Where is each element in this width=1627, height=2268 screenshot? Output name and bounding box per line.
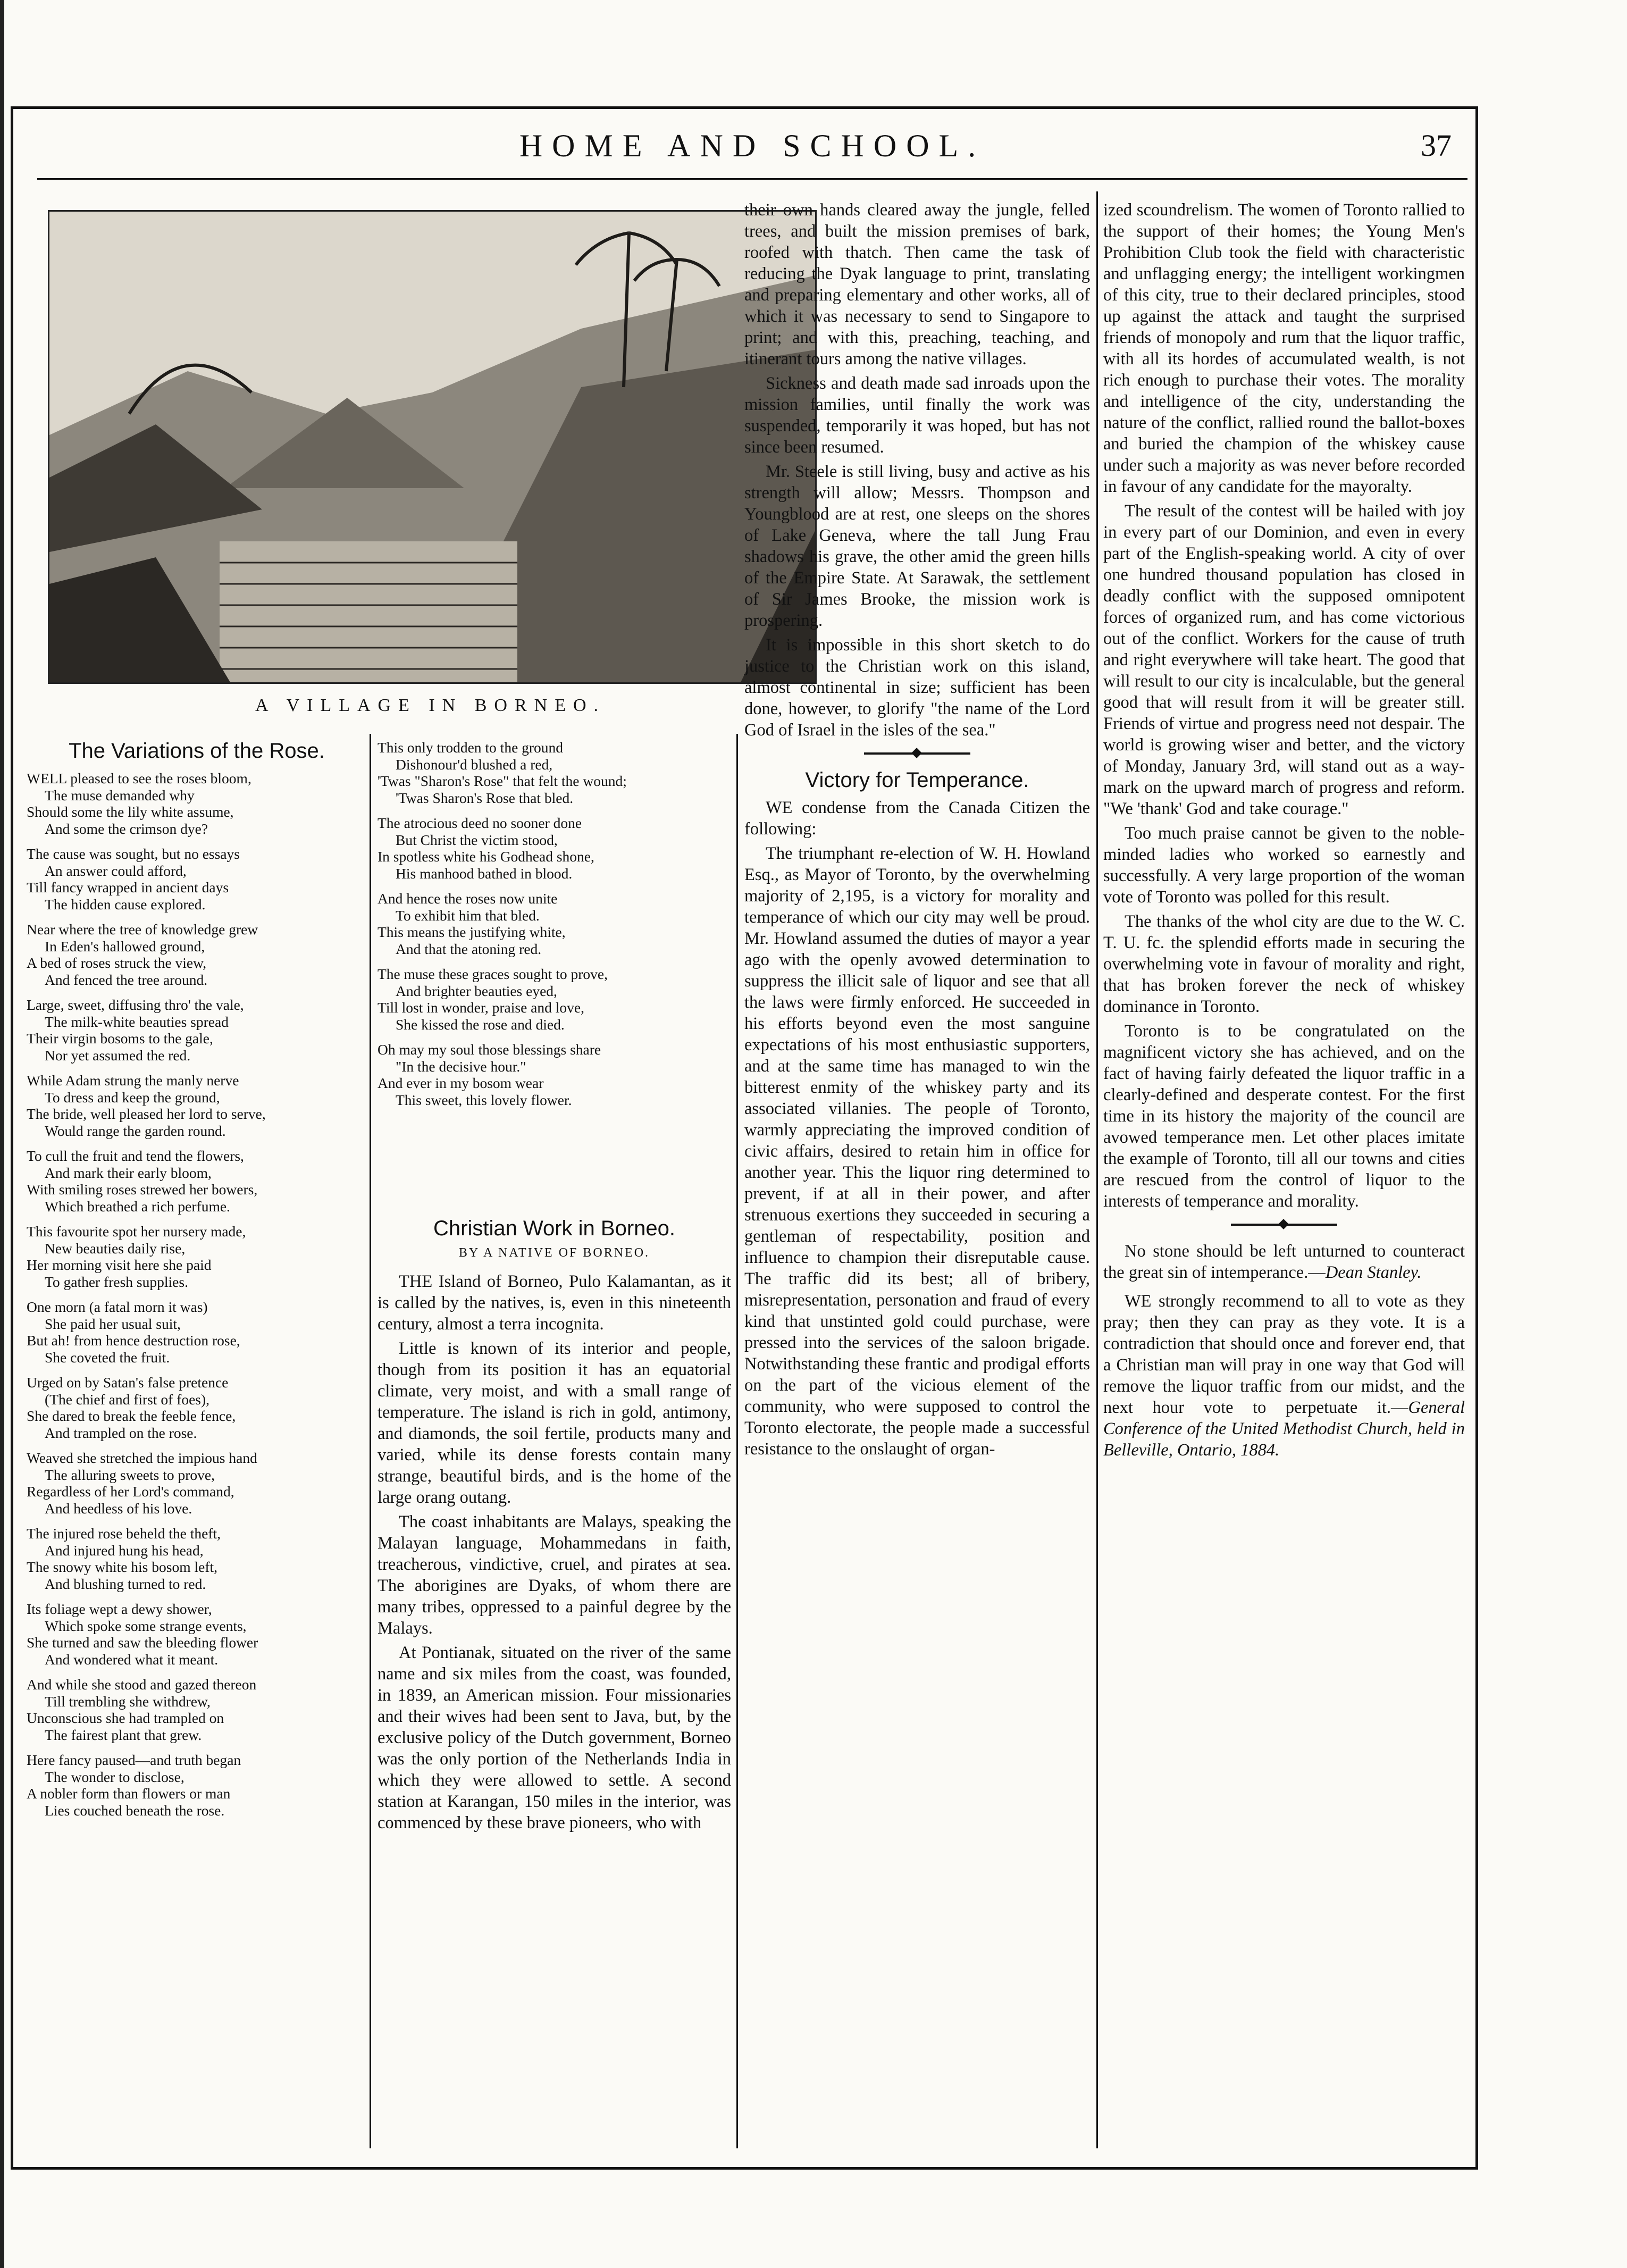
poem-line: To gather fresh supplies. bbox=[45, 1273, 188, 1290]
poem-stanza bbox=[27, 1374, 367, 1441]
borneo-byline: BY A NATIVE OF BORNEO. bbox=[458, 1246, 650, 1260]
publication-title: HOME AND SCHOOL. bbox=[519, 128, 986, 163]
poem-stanza bbox=[27, 770, 367, 837]
poem-stanza bbox=[378, 966, 734, 1033]
poem-line: New beauties daily rise, bbox=[45, 1240, 186, 1257]
poem-line: This sweet, this lovely flower. bbox=[396, 1091, 572, 1108]
poem-line: She dared to break the feeble fence, bbox=[27, 1408, 236, 1424]
column-four bbox=[1103, 199, 1465, 1464]
paragraph: ized scoundrelism. The women of Toronto rallied to the support of their homes; the Young Men's Prohibition Club took the field with characteristic and unflagging energy; the intelligent workingmen of this city, true to their declared principles, stood up against the attack and taught the surprised friends of monopoly and rum that the liquor traffic, with all its hordes of accumulated wealth, is not rich enough to purchase their votes. The morality and intelligence of the city, understanding the nature of the conflict, rallied round the ballot-boxes and buried the champion of the whiskey cause under such a majority as was never before recorded in favour of any candidate for the mayoralty. bbox=[1103, 200, 1465, 496]
poem-line: Till fancy wrapped in ancient days bbox=[27, 879, 229, 896]
poem-line: This means the justifying white, bbox=[378, 924, 566, 940]
column-divider-2 bbox=[736, 734, 738, 2148]
borneo-heading: Christian Work in Borneo. bbox=[433, 1217, 675, 1240]
poem-line: This favourite spot her nursery made, bbox=[27, 1223, 246, 1240]
paragraph: their own hands cleared away the jungle, felled trees, and built the mission premises of bark, roofed with thatch. Then came the task of reducing the Dyak language to print, translating and preparing elementary and other works, all of which it was necessary to send to Singapore to print; and with this, preaching, teaching, and itinerant tours among the native villages. bbox=[744, 200, 1090, 369]
village-engraving bbox=[48, 210, 817, 684]
poem-line: An answer could afford, bbox=[45, 862, 187, 879]
paragraph: THE Island of Borneo, Pulo Kalamantan, as it is called by the natives, is, even in this nineteenth century, almost a terra incognita. bbox=[378, 1272, 731, 1334]
poem-line: The muse demanded why bbox=[45, 786, 195, 804]
village-engraving-drawing bbox=[49, 212, 815, 682]
poem-stanza bbox=[27, 1676, 367, 1743]
frame-left bbox=[11, 106, 13, 2170]
poem-line: Should some the lily white assume, bbox=[27, 804, 234, 820]
column-divider-1 bbox=[370, 734, 371, 2148]
poem-stanza bbox=[27, 1525, 367, 1592]
paragraph: At Pontianak, situated on the river of the same name and six miles from the coast, was founded, in 1839, an American mission. Four missionaries and their wives had been sent to Java, but, by the exclusive policy of the Dutch government, Borneo was the only portion of the Netherlands India in which they were allowed to settle. A second station at Karangan, 150 miles in the interior, was commenced by these brave pioneers, who with bbox=[378, 1643, 731, 1832]
paragraph: The result of the contest will be hailed with joy in every part of our Dominion, and even in every part of the English-speaking world. A city of over one hundred thousand population has closed in deadly conflict with the supposed omnipotent forces of organized rum, and has come victorious out of the conflict. Workers for the cause of truth and right everywhere will take heart. The good that will result to our city is incalculable, but the general good that will result from it will be greater still. Friends of virtue and progress need not despair. The world is growing wiser and better, and the victory of Monday, January 3rd, will stand out as a way-mark on the upward march of progress and reform. "We 'thank' God and take courage." bbox=[1103, 501, 1465, 818]
poem-line: She paid her usual suit, bbox=[45, 1315, 181, 1332]
poem-line: Oh may my soul those blessings share bbox=[378, 1041, 601, 1058]
page-left-edge bbox=[0, 0, 4, 2268]
poem-line: His manhood bathed in blood. bbox=[396, 865, 573, 882]
poem-column-right bbox=[378, 739, 734, 1117]
poem-line: The injured rose beheld the theft, bbox=[27, 1525, 221, 1542]
poem-line: Lies couched beneath the rose. bbox=[45, 1802, 225, 1819]
poem-stanza bbox=[27, 846, 367, 913]
poem-line: 'Twas "Sharon's Rose" that felt the wound; bbox=[378, 773, 627, 789]
stanley-attribution: Dean Stanley. bbox=[1325, 1263, 1422, 1282]
poem-line: And mark their early bloom, bbox=[45, 1164, 212, 1181]
poem-line: Its foliage wept a dewy shower, bbox=[27, 1601, 212, 1617]
poem-stanza bbox=[378, 739, 734, 806]
poem-stanza bbox=[378, 890, 734, 957]
borneo-article bbox=[378, 1218, 731, 1837]
conference-text: WE strongly recommend to all to vote as they pray; then they can pray as they vote. It is a contradiction that should once and forever end, that a Christian man will pray in one way that God will remove the liquor traffic from our midst, and the next hour vote to perpetuate it.— bbox=[1103, 1292, 1465, 1417]
paragraph: The triumphant re-election of W. H. Howland Esq., as Mayor of Toronto, by the overwhelming majority of 2,195, is a victory for morality and temperance of which our city may well be proud. Mr. Howland assumed the duties of mayor a year ago with the openly avowed determination to suppress the illicit sale of liquor and see that all the laws were firmly enforced. He succeeded in his efforts beyond even the most sanguine expectations of his most enthusiastic supporters, and at the same time has managed to win the bitterest enmity of the whiskey party and its associated villanies. The people of Toronto, warmly appreciating the improved condition of civic affairs, desired to retain him in office for another year. This the liquor ring determined to prevent, if at all in their power, and after strenuous exertions they succeeded in securing a gentleman of respectability, position and influence to champion their disreputable cause. The traffic did its best; all of bribery, misrepresentation, personation and fraud of every kind that unstinted gold could purchase, were pressed into the services of the saloon brigade. Notwithstanding these frantic and prodigal efforts on the part of the vicious element of the community, who were supposed to control the Toronto electorate, the people made a successful resistance to the onslaught of organ- bbox=[744, 844, 1090, 1459]
section-ornament bbox=[864, 752, 970, 755]
poem-line: Weaved she stretched the impious hand bbox=[27, 1450, 257, 1466]
poem-line: To dress and keep the ground, bbox=[45, 1089, 220, 1106]
poem-line: The alluring sweets to prove, bbox=[45, 1466, 215, 1483]
poem-line: And fenced the tree around. bbox=[45, 971, 208, 988]
paragraph: Mr. Steele is still living, busy and active as his strength will allow; Messrs. Thompson and Youngblood are at rest, one sleeps on the shores of Lake Geneva, where the tall Jung Frau shadows his grave, the other amid the green hills of the Empire State. At Sarawak, the settlement of Sir James Brooke, the mission work is prospering. bbox=[744, 462, 1090, 630]
poem-line: And that the atoning red. bbox=[396, 940, 542, 957]
poem-line: The bride, well pleased her lord to serve, bbox=[27, 1106, 266, 1122]
poem-line: This only trodden to the ground bbox=[378, 739, 564, 756]
illustration-caption: A VILLAGE IN BORNEO. bbox=[255, 696, 606, 715]
poem-line: Which breathed a rich perfume. bbox=[45, 1198, 230, 1215]
temperance-heading: Victory for Temperance. bbox=[805, 768, 1029, 792]
poem-line: Nor yet assumed the red. bbox=[45, 1047, 191, 1064]
poem-line: And injured hung his head, bbox=[45, 1542, 204, 1559]
poem-line: And brighter beauties eyed, bbox=[396, 982, 557, 999]
poem-line: She kissed the rose and died. bbox=[396, 1016, 565, 1033]
header-rule bbox=[37, 178, 1467, 180]
poem-line: A bed of roses struck the view, bbox=[27, 955, 207, 971]
column-divider-3 bbox=[1096, 191, 1098, 2148]
stanley-quote bbox=[1103, 1241, 1465, 1283]
poem-line: The wonder to disclose, bbox=[45, 1768, 184, 1785]
conference-quote bbox=[1103, 1291, 1465, 1461]
poem-line: Which spoke some strange events, bbox=[45, 1617, 247, 1634]
page-header bbox=[37, 128, 1467, 170]
column-three bbox=[744, 199, 1090, 1463]
poem-stanza bbox=[27, 1752, 367, 1819]
paragraph: WE condense from the Canada Citizen the following: bbox=[744, 798, 1090, 839]
poem-line: Unconscious she had trampled on bbox=[27, 1710, 224, 1726]
poem-line: With smiling roses strewed her bowers, bbox=[27, 1181, 258, 1198]
poem-line: She coveted the fruit. bbox=[45, 1349, 170, 1366]
poem-stanza bbox=[27, 1299, 367, 1366]
poem-title bbox=[27, 739, 367, 763]
poem-line: Here fancy paused—and truth began bbox=[27, 1752, 241, 1768]
poem-line: To cull the fruit and tend the flowers, bbox=[27, 1148, 244, 1164]
frame-right bbox=[1475, 106, 1478, 2170]
poem-line: 'Twas Sharon's Rose that bled. bbox=[396, 789, 574, 806]
poem-line: A nobler form than flowers or man bbox=[27, 1785, 231, 1802]
poem-heading: The Variations of the Rose. bbox=[69, 739, 325, 763]
poem-column-left bbox=[27, 770, 367, 1827]
paragraph: Too much praise cannot be given to the noble-minded ladies who worked so earnestly and successfully. A very large proportion of the woman vote of Toronto was polled for this result. bbox=[1103, 824, 1465, 907]
borneo-paragraphs bbox=[378, 1271, 731, 1834]
conference-attribution: General Conference of the United Methodist Church, held in Belleville, Ontario, 1884. bbox=[1103, 1398, 1465, 1460]
poem-line: And ever in my bosom wear bbox=[378, 1075, 544, 1091]
poem-line: The hidden cause explored. bbox=[45, 896, 206, 913]
poem-stanza bbox=[27, 1601, 367, 1668]
poem-line: But Christ the victim stood, bbox=[396, 831, 558, 848]
poem-line: Urged on by Satan's false pretence bbox=[27, 1374, 229, 1391]
poem-line: WELL pleased to see the roses bloom, bbox=[27, 770, 251, 786]
poem-line: To exhibit him that bled. bbox=[396, 907, 540, 924]
poem-line: And while she stood and gazed thereon bbox=[27, 1676, 257, 1693]
poem-line: Her morning visit here she paid bbox=[27, 1257, 212, 1273]
poem-stanza bbox=[378, 1041, 734, 1108]
borneo-continued bbox=[744, 199, 1090, 741]
poem-line: Their virgin bosoms to the gale, bbox=[27, 1030, 213, 1047]
top-rule bbox=[11, 106, 1478, 109]
poem-line: And hence the roses now unite bbox=[378, 890, 558, 907]
temperance-paragraphs-col3 bbox=[744, 797, 1090, 1460]
poem-stanza bbox=[378, 815, 734, 882]
poem-line: The muse these graces sought to prove, bbox=[378, 966, 608, 982]
poem-line: And trampled on the rose. bbox=[45, 1424, 197, 1441]
poem-line: The milk-white beauties spread bbox=[45, 1013, 229, 1030]
poem-line: And heedless of his love. bbox=[45, 1500, 192, 1517]
poem-line: She turned and saw the bleeding flower bbox=[27, 1634, 258, 1651]
poem-line: Till trembling she withdrew, bbox=[45, 1693, 211, 1710]
paragraph: Little is known of its interior and people, though from its position it has an equatorial climate, very moist, and with a small range of temperature. The island is rich in gold, antimony, and diamonds, the soil fertile, products many and varied, while its dense forests contain many strange, beautiful birds, and is the home of the large orang outang. bbox=[378, 1339, 731, 1507]
poem-line: Dishonour'd blushed a red, bbox=[396, 756, 553, 773]
poem-line: (The chief and first of foes), bbox=[45, 1391, 210, 1408]
poem-line: And some the crimson dye? bbox=[45, 820, 208, 837]
section-ornament bbox=[1231, 1224, 1337, 1226]
poem-line: Regardless of her Lord's command, bbox=[27, 1483, 234, 1500]
stanley-text: No stone should be left unturned to counteract the great sin of intemperance.— bbox=[1103, 1242, 1465, 1282]
poem-line: The cause was sought, but no essays bbox=[27, 846, 240, 862]
poem-line: The atrocious deed no sooner done bbox=[378, 815, 582, 831]
paragraph: Toronto is to be congratulated on the magnificent victory she has achieved, and on the fact of having fairly defeated the liquor traffic in a clearly-defined and desperate contest. For the first time in its history the majority of the council are avowed temperance men. Let other places imitate the example of Toronto, till all our towns and cities are rescued from the control of liquor to the interests of temperance and morality. bbox=[1103, 1022, 1465, 1211]
poem-line: But ah! from hence destruction rose, bbox=[27, 1332, 240, 1349]
poem-stanza bbox=[27, 1148, 367, 1215]
poem-line: The fairest plant that grew. bbox=[45, 1726, 202, 1743]
poem-line: Till lost in wonder, praise and love, bbox=[378, 999, 584, 1016]
temperance-paragraphs-col4 bbox=[1103, 199, 1465, 1212]
poem-line: The snowy white his bosom left, bbox=[27, 1559, 217, 1575]
poem-stanza bbox=[27, 921, 367, 988]
paragraph: Sickness and death made sad inroads upon the mission families, until finally the work was suspended, temporarily it was hoped, but has not since been resumed. bbox=[744, 374, 1090, 457]
poem-line: In Eden's hallowed ground, bbox=[45, 938, 205, 955]
poem-line: While Adam strung the manly nerve bbox=[27, 1072, 239, 1089]
poem-stanza bbox=[27, 997, 367, 1064]
poem-stanza bbox=[27, 1072, 367, 1139]
poem-line: Large, sweet, diffusing thro' the vale, bbox=[27, 997, 244, 1013]
paragraph: The coast inhabitants are Malays, speaking the Malayan language, Mohammedans in faith, treacherous, vindictive, cruel, and pirates at sea. The aborigines are Dyaks, of whom there are many tribes, oppressed to a painful degree by the Malays. bbox=[378, 1512, 731, 1638]
poem-line: Would range the garden round. bbox=[45, 1122, 226, 1139]
paragraph: It is impossible in this short sketch to do justice to the Christian work on this island, almost continental in size; sufficient has been done, however, to glorify "the name of the Lord God of Israel in the isles of the sea." bbox=[744, 635, 1090, 740]
poem-line: And blushing turned to red. bbox=[45, 1575, 206, 1592]
paragraph: The thanks of the whol city are due to the W. C. T. U. fc. the splendid efforts made in securing the overwhelming vote in favour of morality and right, that has broken forever the neck of whiskey dominance in Toronto. bbox=[1103, 912, 1465, 1016]
poem-line: And wondered what it meant. bbox=[45, 1651, 219, 1668]
poem-line: "In the decisive hour." bbox=[396, 1058, 526, 1075]
poem-stanza bbox=[27, 1223, 367, 1290]
poem-stanza bbox=[27, 1450, 367, 1517]
poem-line: In spotless white his Godhead shone, bbox=[378, 848, 594, 865]
bottom-rule bbox=[11, 2167, 1478, 2170]
poem-line: Near where the tree of knowledge grew bbox=[27, 921, 258, 938]
poem-line: One morn (a fatal morn it was) bbox=[27, 1299, 208, 1315]
page-number: 37 bbox=[1421, 128, 1452, 163]
